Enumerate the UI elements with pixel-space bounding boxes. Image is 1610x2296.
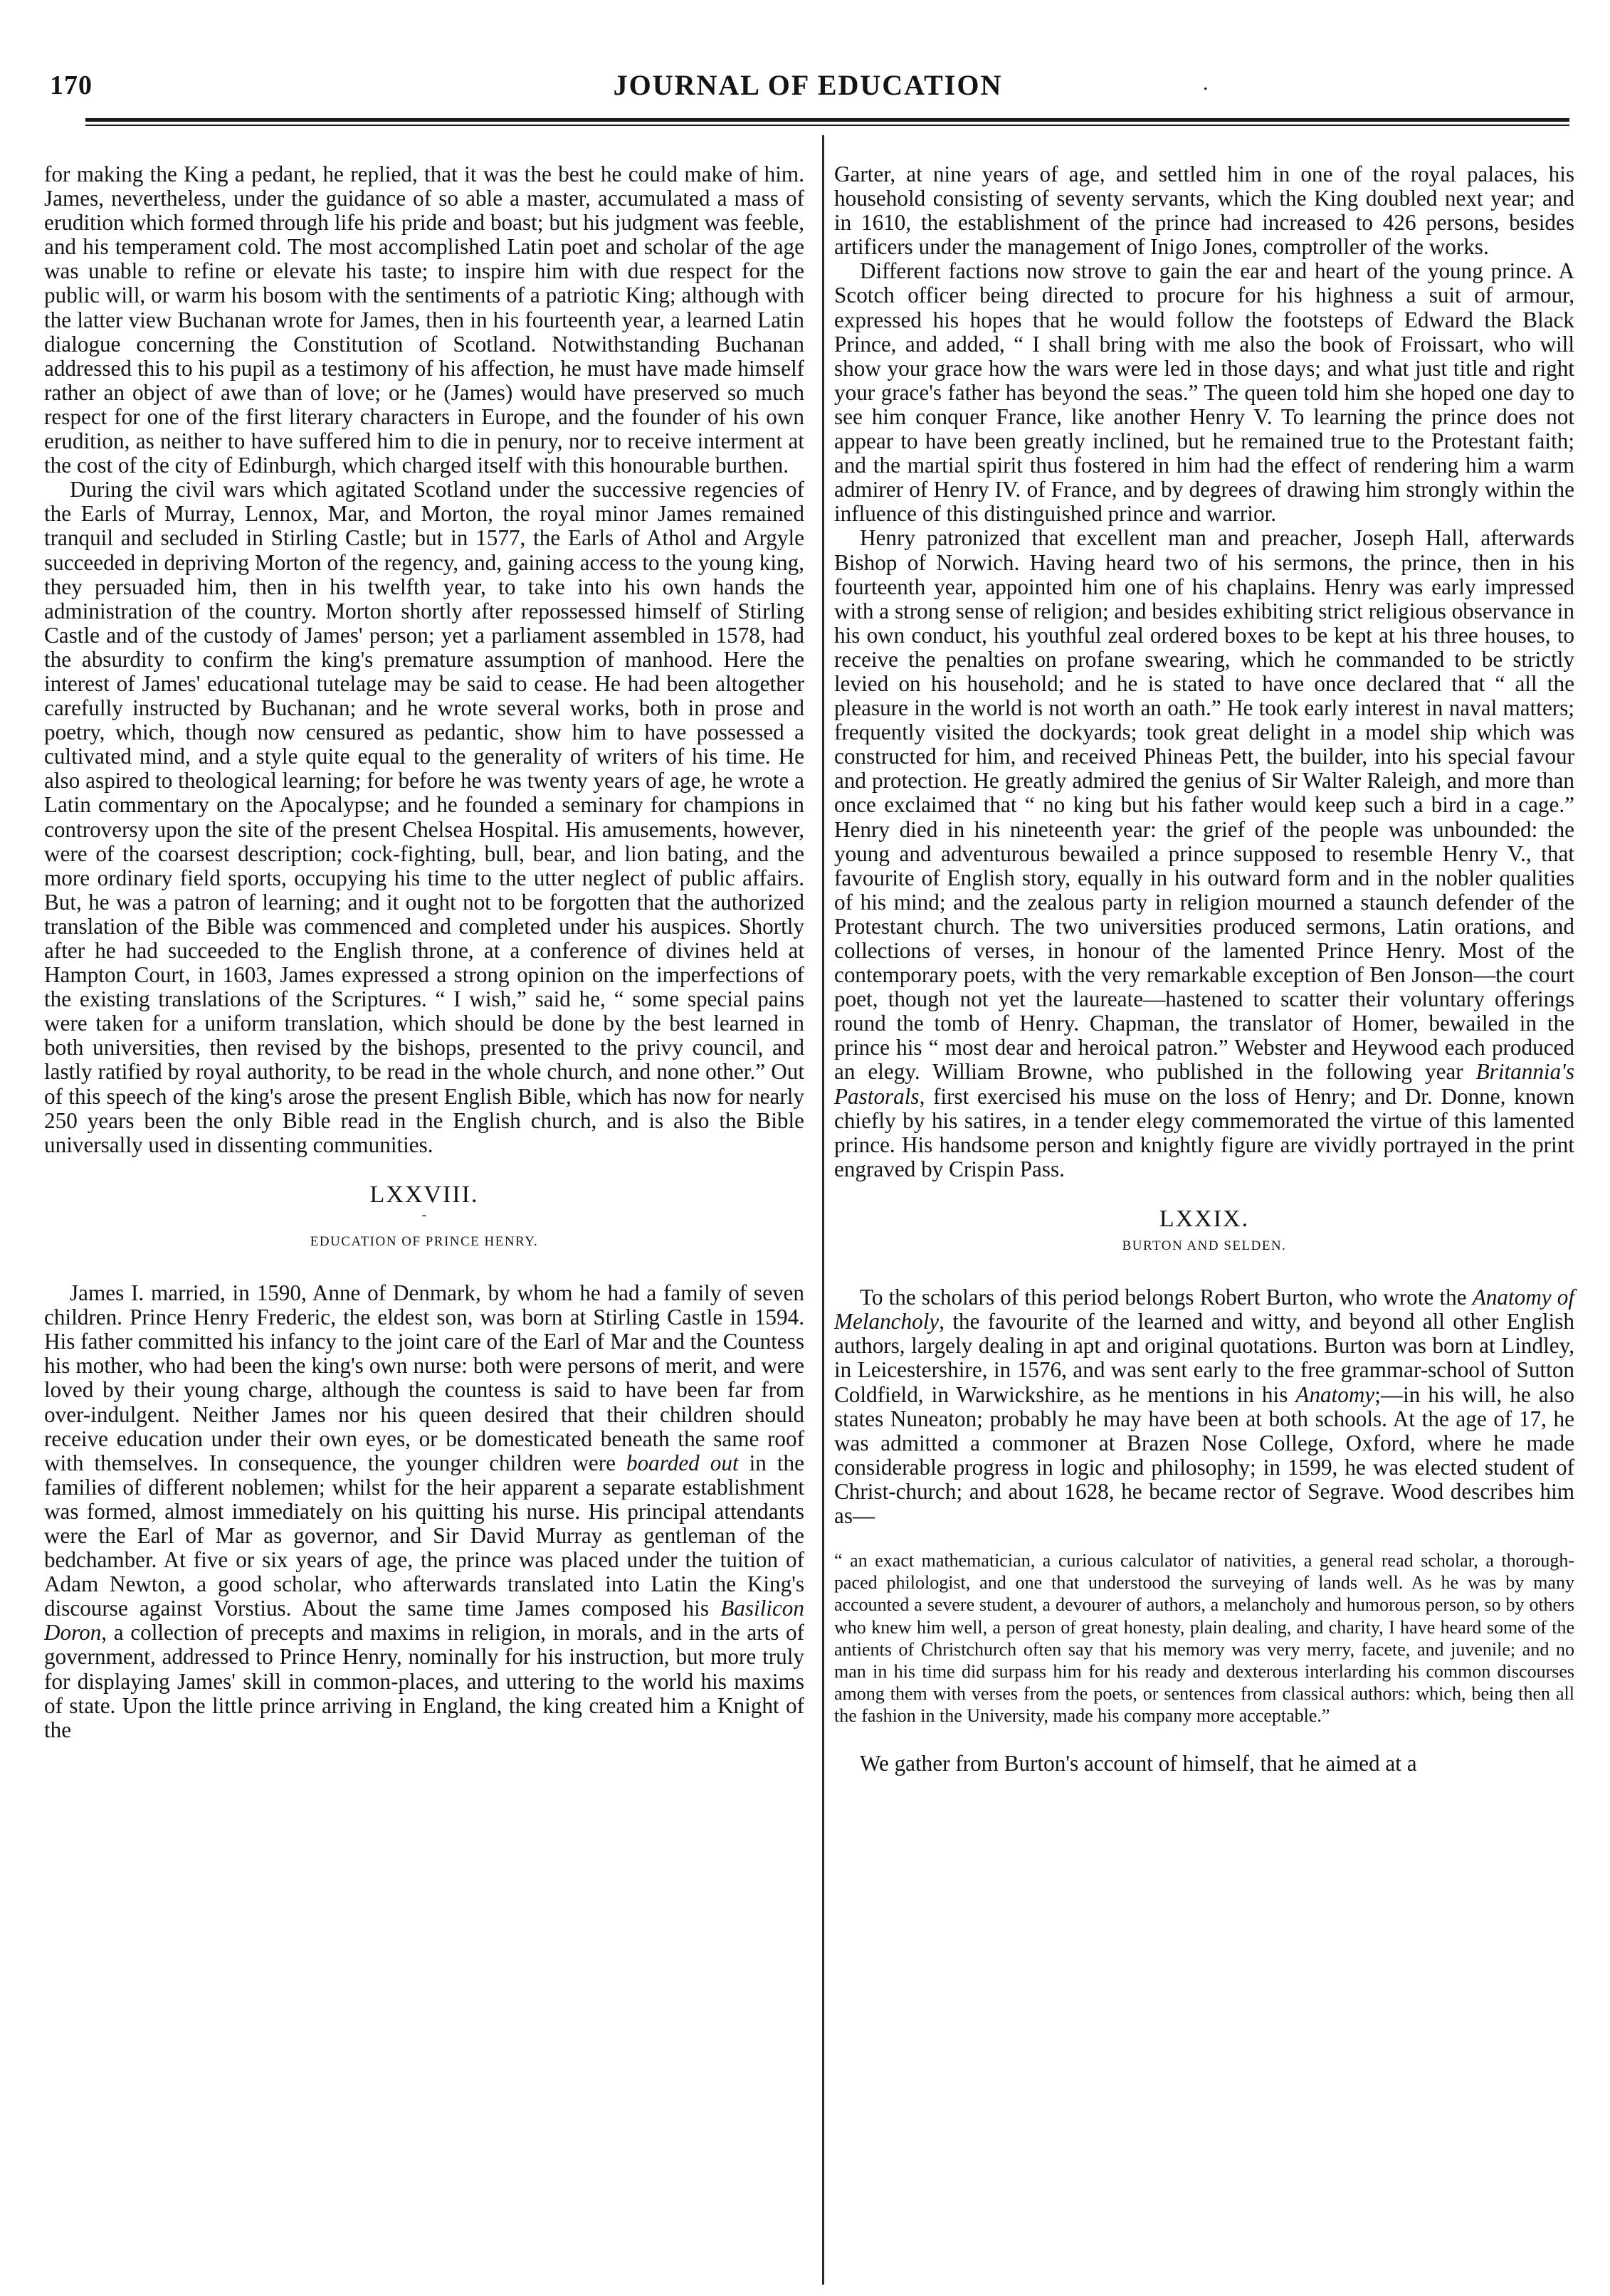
- paragraph: Different factions now strove to gain the ear and heart of the young prince. A Scotch officer being directed to procure for his highness a suit of armour, expressed his hopes that he would follow the footsteps of Edward the Black Prince, and added, “ I shall bring with me also the book of Froissart, who will show your grace how the wars were led in those days; and what just title and right your grace's father has beyond the seas.” The queen told him she hoped one day to see him conquer France, like another Henry V. To learning the prince does not appear to have been greatly inclined, but he remained true to the Protestant faith; and the martial spirit thus fostered in him had the effect of rendering him a warm admirer of Henry IV. of France, and by degrees of drawing him strongly within the influence of this distinguished prince and warrior.: [834, 258, 1574, 527]
- section-title: EDUCATION OF PRINCE HENRY.: [310, 1233, 539, 1249]
- paragraph: for making the King a pedant, he replied, that it was the best he could make of him. James, nevertheless, under the guidance of so able a master, accumulated a mass of erudition which formed through life his pride and boast; but his judgment was feeble, and his temperament cold. The most accomplished Latin poet and scholar of the age was unable to refine or elevate his taste; to inspire him with due respect for the public will, or warm his bosom with the sentiments of a patriotic King; although with the latter view Buchanan wrote for James, then in his fourteenth year, a learned Latin dialogue concerning the Constitution of Scotland. Notwithstanding Buchanan addressed this to his pupil as a testimony of his affection, he must have made himself rather an object of awe than of love; or he (James) would have preserved so much respect for one of the first literary characters in Europe, and the founder of his own erudition, as neither to have suffered him to die in penury, nor to receive interment at the cost of the city of Edinburgh, which charged itself with this honourable burthen.: [44, 162, 804, 478]
- book-title: Anatomy: [1295, 1381, 1375, 1407]
- left-column: [44, 162, 804, 1742]
- page-header: [43, 68, 1573, 111]
- paragraph: Henry patronized that excellent man and preacher, Joseph Hall, afterwards Bishop of Norwich. Having heard two of his sermons, the prince, then in his fourteenth year, appointed him one of his chaplains. Henry was early impressed with a strong sense of religion; and besides exhibiting strict religious observance in his own conduct, his youthful zeal ordered boxes to be kept at his three houses, to receive the penalties on profane swearing, which he commanded to be strictly levied on his household; and he is stated to have once declared that “ all the pleasure in the world is not worth an oath.” He took early interest in naval matters; frequently visited the dockyards; took great delight in a model ship which was constructed for him, and received Phineas Pett, the builder, into his special favour and protection. He greatly admired the genius of Sir Walter Raleigh, and more than once exclaimed that “ no king but his father would keep such a bird in a cage.” Henry died in his nineteenth year: the grief of the people was unbounded: the young and adventurous bewailed a prince supposed to resemble Henry V., that favourite of English story, equally in his outward form and in the nobler qualities of his mind; and the zealous party in religion mourned a staunch defender of the Protestant church. The two universities produced sermons, Latin orations, and collections of verses, in honour of the lamented Prince Henry. Most of the contemporary poets, with the very remarkable exception of Ben Jonson—the court poet, though not yet the laureate—hastened to scatter their voluntary offerings round the tomb of Henry. Chapman, the translator of Homer, bewailed in the prince his “ most dear and heroical patron.” Webster and Heywood each produced an elegy. William Browne, who published in the following year Britannia's Pastorals, first exercised his muse on the loss of Henry; and Dr. Donne, known chiefly by his satires, in a tender elegy commemorated the virtue of this lamented prince. His handsome person and knightly figure are vividly portrayed in the print engraved by Crispin Pass.: [834, 525, 1574, 1181]
- right-column: [834, 162, 1574, 1776]
- block-quote: “ an exact mathematician, a curious calculator of nativities, a general read scholar, a thorough-paced philologist, and one that understood the surveying of lands well. As he was by many accounted a severe student, a devourer of authors, a melancholy and humorous person, so by others who knew him well, a person of great honesty, plain dealing, and charity, I have heard some of the antients of Christchurch often say that his memory was very merry, facete, and juvenile; and no man in his time did surpass him for his ready and dexterous interlarding his common discourses among them with verses from the poets, or sentences from classical authors: which, being then all the fashion in the University, made his company more acceptable.”: [834, 1550, 1574, 1727]
- paragraph: During the civil wars which agitated Scotland under the successive regencies of the Earls of Murray, Lennox, Mar, and Morton, the royal minor James remained tranquil and secluded in Stirling Castle; but in 1577, the Earls of Athol and Argyle succeeded in depriving Morton of the regency, and, gaining access to the young king, they persuaded him, then in his twelfth year, to take into his own hands the administration of the country. Morton shortly after repossessed himself of Stirling Castle and of the custody of James' person; yet a parliament assembled in 1578, had the absurdity to confirm the king's premature assumption of manhood. Here the interest of James' educational tutelage may be said to cease. He had been altogether carefully instructed by Buchanan; and he wrote several works, both in prose and poetry, which, though now censured as pedantic, show him to have possessed a cultivated mind, and a style quite equal to the generality of writers of his time. He also aspired to theological learning; for before he was twenty years of age, he wrote a Latin commentary on the Apocalypse; and he founded a seminary for champions in controversy upon the site of the present Chelsea Hospital. His amusements, however, were of the coarsest description; cock-fighting, bull, bear, and lion bating, and the more ordinary field sports, occupying his time to the utter neglect of public affairs. But, he was a patron of learning; and it ought not to be forgotten that the authorized translation of the Bible was commenced and completed under his auspices. Shortly after he had succeeded to the English throne, at a conference of divines held at Hampton Court, in 1603, James expressed a strong opinion on the imperfections of the existing translations of the Scriptures. “ I wish,” said he, “ some special pains were taken for a uniform translation, which should be done by the best learned in both universities, then revised by the bishops, presented to the privy council, and lastly ratified by royal authority, to be read in the whole church, and none other.” Out of this speech of the king's arose the present English Bible, which has now for nearly 250 years been the only Bible read in the English church, and is also the Bible universally used in dissenting communities.: [44, 477, 804, 1157]
- book-title: Britannia's Pastorals: [834, 1059, 1574, 1109]
- paragraph: We gather from Burton's account of himself, that he aimed at a: [860, 1750, 1417, 1776]
- column-divider: [822, 135, 824, 2285]
- running-head: JOURNAL OF EDUCATION: [613, 69, 1003, 101]
- paragraph: James I. married, in 1590, Anne of Denmark, by whom he had a family of seven children. Prince Henry Frederic, the eldest son, was born at Stirling Castle in 1594. His father committed his infancy to the joint care of the Earl of Mar and the Countess his mother, who had been the king's own nurse: both were persons of merit, and were loved by their young charge, although the countess is said to have been far from over-indulgent. Neither James nor his queen desired that their children should receive education under their own eyes, or be domesticated beneath the same roof with themselves. In consequence, the younger children were boarded out in the families of different noblemen; whilst for the heir apparent a separate establishment was formed, almost immediately on his quitting his nurse. His principal attendants were the Earl of Mar as governor, and Sir David Murray as gentleman of the bedchamber. At five or six years of age, the prince was placed under the tuition of Adam Newton, a good scholar, who afterwards translated into Latin the King's discourse against Vorstius. About the same time James composed his Basilicon Doron, a collection of precepts and maxims in religion, in morals, and in the arts of government, addressed to Prince Henry, nominally for his instruction, but more truly for displaying James' skill in common-places, and uttering to the world his maxims of state. Upon the little prince arriving in England, the king created him a Knight of the: [44, 1280, 804, 1742]
- header-rule-thin: [85, 125, 1569, 126]
- italic-phrase: boarded out: [626, 1450, 739, 1475]
- page-number: 170: [50, 70, 93, 100]
- header-rule-thick: [85, 118, 1569, 122]
- book-title: Basilicon Doron: [44, 1596, 804, 1645]
- section-title: BURTON AND SELDEN.: [1122, 1238, 1287, 1254]
- section-number: LXXVIII.: [369, 1181, 479, 1208]
- stray-mark: .: [1203, 71, 1209, 95]
- book-title: Anatomy of Melancholy: [834, 1285, 1574, 1334]
- section-dash: -: [421, 1206, 427, 1223]
- section-number: LXXIX.: [1159, 1205, 1250, 1232]
- paragraph: To the scholars of this period belongs Robert Burton, who wrote the Anatomy of Melancholy, the favourite of the learned and witty, and beyond all other English authors, largely dealing in apt and original quotations. Burton was born at Lindley, in Leicestershire, in 1576, and was sent early to the free grammar-school of Sutton Coldfield, in Warwickshire, as he mentions in his Anatomy;—in his will, he also states Nuneaton; probably he may have been at both schools. At the age of 17, he was admitted a commoner at Brazen Nose College, Oxford, where he made considerable progress in logic and philosophy; in 1599, he was elected student of Christ-church; and about 1628, he became rector of Segrave. Wood describes him as—: [834, 1285, 1574, 1528]
- paragraph: Garter, at nine years of age, and settled him in one of the royal palaces, his household consisting of seventy servants, which the King doubled next year; and in 1610, the establishment of the prince had increased to 426 persons, besides artificers under the management of Inigo Jones, comptroller of the works.: [834, 162, 1574, 260]
